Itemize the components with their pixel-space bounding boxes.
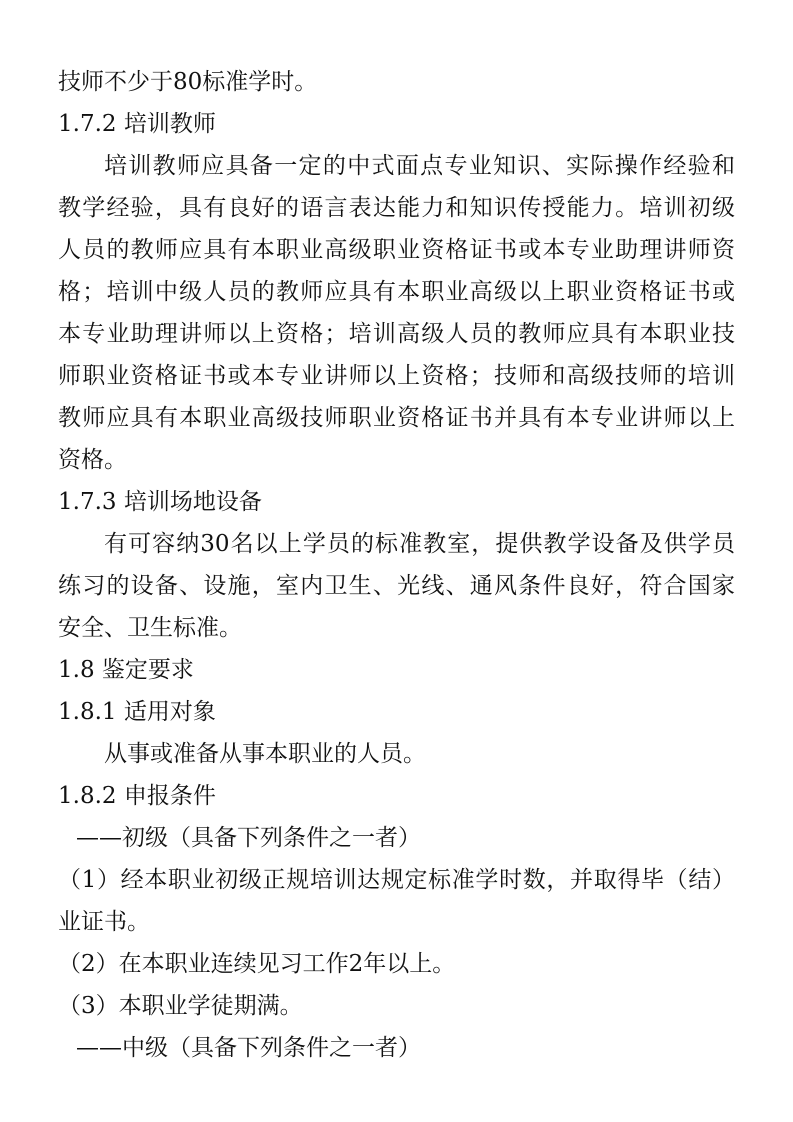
paragraph-line: 练习的设备、设施，室内卫生、光线、通风条件良好，符合国家 xyxy=(58,573,735,599)
paragraph-line: 格；培训中级人员的教师应具有本职业高级以上职业资格证书或 xyxy=(58,279,735,305)
section-heading-1-8-1: 1.8.1 适用对象 xyxy=(58,699,216,725)
list-item-continuation: 业证书。 xyxy=(58,909,150,935)
paragraph-line: 师职业资格证书或本专业讲师以上资格；技师和高级技师的培训 xyxy=(58,363,735,389)
level-heading-junior: ——初级（具备下列条件之一者） xyxy=(76,825,421,851)
section-heading-1-7-3: 1.7.3 培训场地设备 xyxy=(58,489,262,515)
paragraph-line: 从事或准备从事本职业的人员。 xyxy=(104,741,426,767)
level-heading-intermediate: ——中级（具备下列条件之一者） xyxy=(76,1035,421,1061)
paragraph-line: 安全、卫生标准。 xyxy=(58,615,242,641)
list-item: （2）在本职业连续见习工作2年以上。 xyxy=(58,951,456,977)
paragraph-line: 人员的教师应具有本职业高级职业资格证书或本专业助理讲师资 xyxy=(58,237,735,263)
list-item: （3）本职业学徒期满。 xyxy=(58,993,303,1019)
paragraph-line: 有可容纳30名以上学员的标准教室，提供教学设备及供学员 xyxy=(104,531,735,557)
list-item: （1）经本职业初级正规培训达规定标准学时数，并取得毕（结） xyxy=(58,867,735,893)
paragraph-line: 本专业助理讲师以上资格；培训高级人员的教师应具有本职业技 xyxy=(58,321,735,347)
paragraph-line: 教学经验，具有良好的语言表达能力和知识传授能力。培训初级 xyxy=(58,195,735,221)
paragraph-line: 教师应具有本职业高级技师职业资格证书并具有本专业讲师以上 xyxy=(58,405,735,431)
paragraph-line: 技师不少于80标准学时。 xyxy=(58,69,318,95)
paragraph-line: 资格。 xyxy=(58,447,127,473)
section-heading-1-7-2: 1.7.2 培训教师 xyxy=(58,111,216,137)
paragraph-line: 培训教师应具备一定的中式面点专业知识、实际操作经验和 xyxy=(104,153,735,179)
section-heading-1-8: 1.8 鉴定要求 xyxy=(58,657,194,683)
section-heading-1-8-2: 1.8.2 申报条件 xyxy=(58,783,216,809)
